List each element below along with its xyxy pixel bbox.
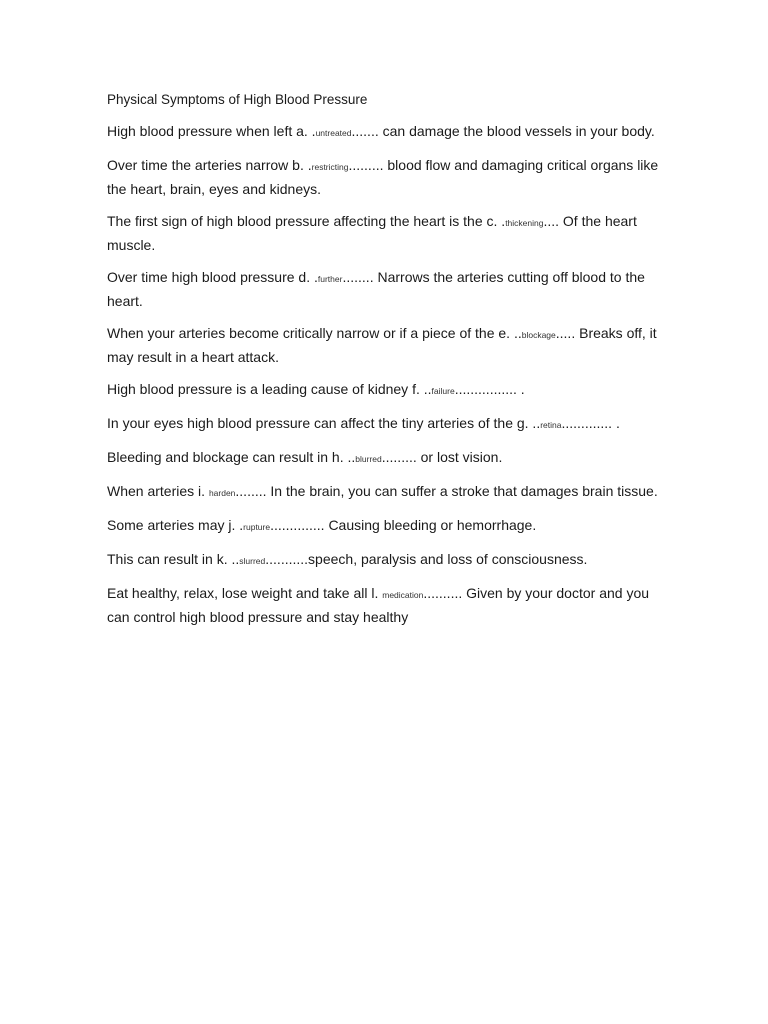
sentence-j [107,514,667,538]
sentence-g [107,412,667,436]
handwritten-answer: further [317,274,343,284]
handwritten-answer: rupture [243,522,271,532]
sentence-l [107,582,667,628]
sentence-text: ......... or lost vision. [381,449,503,465]
handwritten-answer: harden [208,488,236,498]
handwritten-answer: failure [431,386,455,396]
sentence-text: This can result in k. .. [107,551,240,567]
sentence-text: When your arteries become critically narrow or if a piece of the e. .. [107,325,522,341]
page-title: Physical Symptoms of High Blood Pressure [107,92,368,107]
sentence-text: ....... can damage the blood vessels in your body. [351,123,655,139]
sentence-text: The first sign of high blood pressure affecting the heart is the c. . [107,213,506,229]
sentence-text: ......... blood flow and damaging critical organs like the heart, brain, eyes and kidneys. [107,157,659,197]
sentence-e [107,322,667,368]
sentence-text: ................ . [454,381,525,397]
handwritten-answer: retina [540,420,562,430]
handwritten-answer: blurred [355,454,382,464]
sentence-text: .... Of the heart muscle. [107,213,637,253]
sentence-h [107,446,667,470]
handwritten-answer: blockage [521,330,556,340]
sentence-text: ..... Breaks off, it may result in a heart attack. [107,325,657,365]
handwritten-answer: untreated [315,128,352,138]
sentence-d [107,266,667,312]
sentence-i [107,480,667,504]
sentence-b [107,154,667,200]
sentence-text: ........ In the brain, you can suffer a stroke that damages brain tissue. [235,483,658,499]
sentence-text: .............. Causing bleeding or hemorrhage. [270,517,537,533]
sentence-k [107,548,667,572]
handwritten-answer: restricting [311,162,349,172]
sentence-text: .......... Given by your doctor and you can control high blood pressure and stay healthy [107,585,650,625]
handwritten-answer: slurred [239,556,266,566]
sentence-text: ............. . [561,415,620,431]
sentence-text: Some arteries may j. . [107,517,244,533]
sentence-text: High blood pressure is a leading cause of kidney f. .. [107,381,432,397]
sentence-text: High blood pressure when left a. . [107,123,316,139]
sentence-f [107,378,667,402]
sentence-text: Eat healthy, relax, lose weight and take all l. [107,585,383,601]
sentence-c [107,210,667,256]
sentence-a [107,120,667,144]
sentence-text: ........ Narrows the arteries cutting off blood to the heart. [107,269,645,309]
sentence-text: In your eyes high blood pressure can affect the tiny arteries of the g. .. [107,415,541,431]
sentence-text: Over time the arteries narrow b. . [107,157,312,173]
handwritten-answer: thickening [505,218,544,228]
sentence-text: Bleeding and blockage can result in h. .. [107,449,356,465]
sentence-text: Over time high blood pressure d. . [107,269,318,285]
worksheet-page [107,90,667,638]
sentence-text: When arteries i. [107,483,209,499]
handwritten-answer: medication [382,590,424,600]
sentence-text: ...........speech, paralysis and loss of consciousness. [265,551,588,567]
